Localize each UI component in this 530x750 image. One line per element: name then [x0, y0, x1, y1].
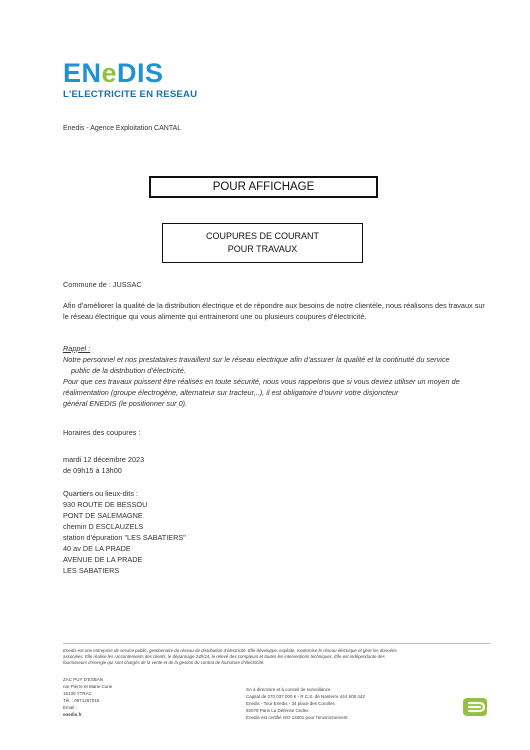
- logo-word-start: EN: [63, 58, 102, 88]
- legal-line: Enedis - Tour Enedis - 34 place des Corolles: [246, 701, 335, 706]
- lieux-label: Quartiers ou lieux-dits :: [63, 489, 139, 498]
- horaires-label: Horaires des coupures :: [63, 428, 141, 437]
- title-box: [149, 176, 378, 198]
- footer-line: fournisseurs d’énergie qui sont chargés de la vente et de la gestion du contrat de fourniture d’électricité.: [63, 660, 265, 666]
- footer-divider: [63, 643, 490, 644]
- legal-line: 92079 Paris La Défense Cedex: [246, 708, 309, 713]
- address-line: ZAC PUY D'ESBAN: [63, 677, 104, 682]
- rappel-line: public de la distribution d’électricité.: [71, 366, 186, 375]
- intro-paragraph: Afin d’améliorer la qualité de la distribution électrique et de répondre aux besoins de notre clientèle, nous réalisons des travaux sur le réseau électrique qui vous alimente qui entraineront une ou plusieurs coupures d’électricité.: [63, 301, 485, 321]
- address-line: rue Pierre et Marie Curie: [63, 684, 113, 689]
- schedule-block: [63, 454, 144, 476]
- rappel-line: Pour que ces travaux puissent être réalisés en toute sécurité, nous vous rappelons que si vous deviez utiliser un moyen de: [63, 377, 460, 386]
- footer-legal: [246, 686, 365, 721]
- lieux-item: 40 av DE LA PRADE: [63, 544, 131, 553]
- lieux-item: chemin D ESCLAUZELS: [63, 522, 144, 531]
- lieux-item: LES SABATIERS: [63, 566, 120, 575]
- rappel-line: Notre personnel et nos prestataires travaillent sur le réseau electrique afin d’assurer la qualité et la continuité du service: [63, 355, 450, 364]
- rappel-line: général ENEDIS (le positionner sur 0).: [63, 399, 188, 408]
- legal-line: Capital de 270 037 000 € - R.C.S. de Nanterre 444 608 442: [246, 694, 365, 699]
- schedule-time: de 09h15 à 13h00: [63, 466, 122, 475]
- lieux-item: 930 ROUTE DE BESSOU: [63, 500, 148, 509]
- enedis-logo: [63, 58, 164, 89]
- lieux-item: AVENUE DE LA PRADE: [63, 555, 143, 564]
- enedis-e-mark-icon: [462, 697, 488, 717]
- logo-tagline: L'ELECTRICITE EN RESEAU: [63, 89, 198, 100]
- address-line: 15130 YTRAC: [63, 691, 92, 696]
- title-box-text: POUR AFFICHAGE: [212, 181, 315, 193]
- agency-name: Enedis - Agence Exploitation CANTAL: [63, 125, 182, 132]
- commune-line: Commune de : JUSSAC: [63, 280, 142, 289]
- subtitle-line-2: POUR TRAVAUX: [227, 244, 298, 254]
- logo-word-mark: e: [101, 58, 118, 88]
- lieux-block: [63, 488, 186, 576]
- lieux-item: station d'épuration "LES SABATIERS": [63, 533, 186, 542]
- rappel-block: [63, 343, 493, 409]
- legal-line: SA à directoire et à conseil de surveillance: [246, 687, 331, 692]
- footer-paragraph: [63, 648, 493, 667]
- schedule-date: mardi 12 décembre 2023: [63, 455, 145, 464]
- lieux-item: PONT DE SALEMAGNE: [63, 511, 143, 520]
- footer-line: Enedis est une entreprise de service public, gestionnaire du réseau de distribution d’électricité. Elle développe, exploite, modernise le réseau électrique et gère les données: [63, 648, 397, 653]
- address-line: Tél. : 0971267015: [63, 698, 100, 703]
- logo-word-end: DIS: [117, 58, 164, 88]
- rappel-heading: Rappel :: [63, 344, 91, 353]
- website-link[interactable]: enedis.fr: [63, 712, 82, 717]
- rappel-line: réalimentation (groupe électrogène, alternateur sur tracteur,..), il est obligatoire d’ouvrir votre disjoncteur: [63, 388, 399, 397]
- footer-address: [63, 676, 112, 718]
- subtitle-box: [162, 223, 363, 263]
- address-line: Email :: [63, 705, 77, 710]
- subtitle-line-1: COUPURES DE COURANT: [205, 231, 319, 241]
- legal-line: Enedis est certifié ISO 14001 pour l’environnement: [246, 715, 348, 720]
- footer-line: associées. Elle réalise les raccordements des clients, le dépannage 24h/24, le relevé des compteurs et toutes les interventions techniques. Elle est indépendante des: [63, 654, 385, 660]
